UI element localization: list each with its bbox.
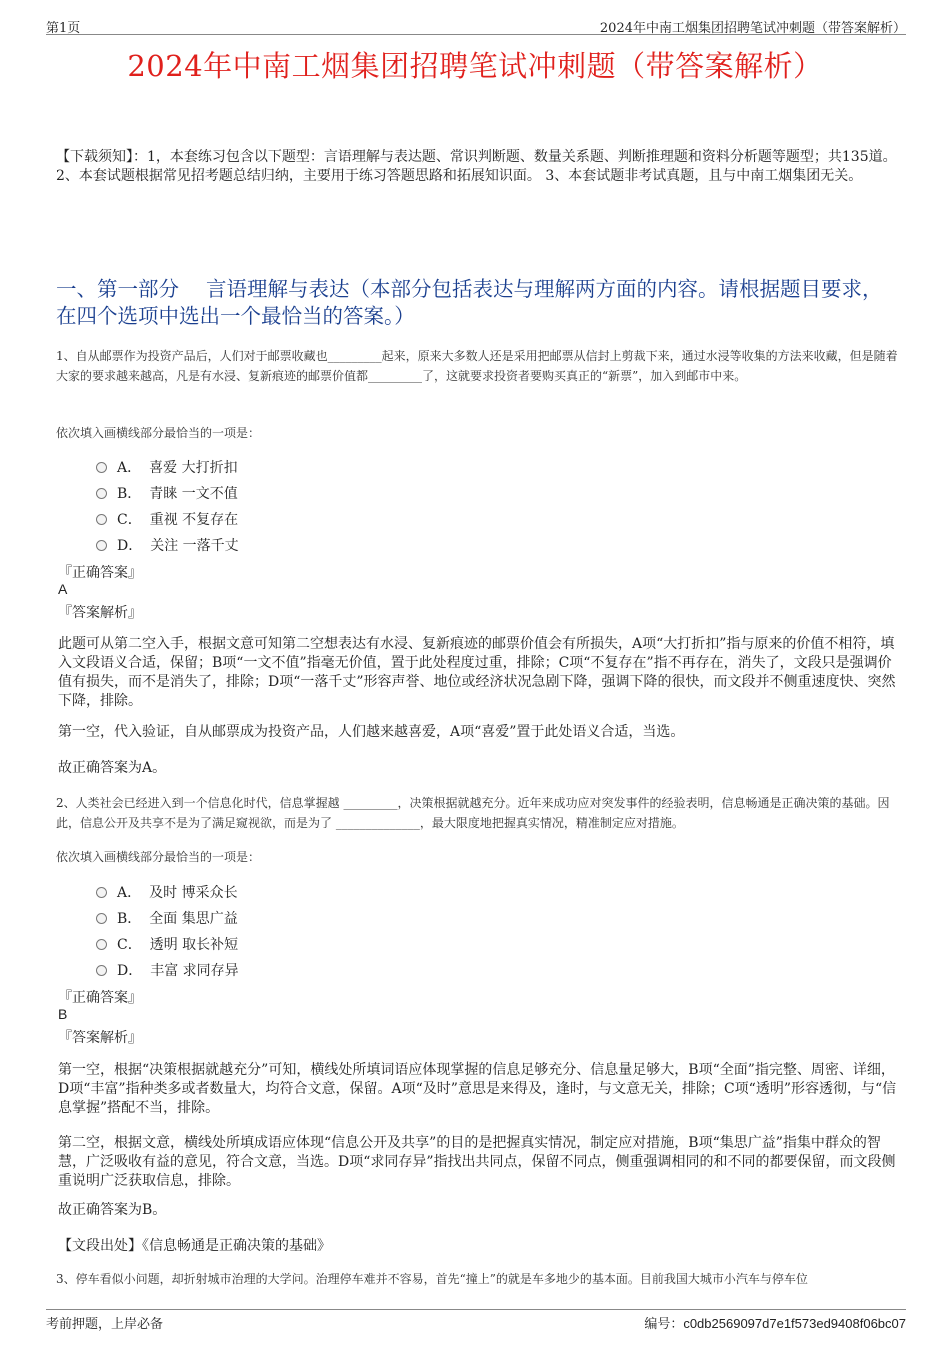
document-id: 编号：c0db2569097d7e1f573ed9408f06bc07 — [644, 1316, 906, 1332]
question-2-analysis-tag: 『答案解析』 — [58, 1030, 142, 1046]
radio-icon[interactable] — [96, 939, 107, 950]
question-2-answer: B — [58, 1006, 68, 1022]
question-1-analysis-tag: 『答案解析』 — [58, 605, 142, 621]
download-notice: 【下载须知】：1，本套练习包含以下题型：言语理解与表达题、常识判断题、数量关系题、判断推理题和资料分析题等题型；共135道。 2、本套试题根据常见招考题总结归纳，主要用于练习答题思路和拓展知识面。 3、本套试题非考试真题，且与中南工烟集团无关。 — [56, 149, 897, 184]
question-2-option-d[interactable]: D． 丰富 求同存异 — [96, 960, 239, 980]
radio-icon[interactable] — [96, 462, 107, 473]
section-heading: 一、第一部分 言语理解与表达（本部分包括表达与理解两方面的内容。请根据题目要求，在四个选项中选出一个最恰当的答案。） — [56, 277, 883, 328]
question-1-stem: 1、自从邮票作为投资产品后，人们对于邮票收藏也_________起来，原来大多数人还是采用把邮票从信封上剪裁下来，通过水浸等收集的方法来收藏，但是随着大家的要求越来越高，凡是有水浸、复新痕迹的邮票价值都_________了，这就要求投资者要购买真正的“新票”，加入到邮市中来。 — [56, 349, 898, 383]
question-2-instruction: 依次填入画横线部分最恰当的一项是： — [56, 850, 261, 864]
question-1-answer: A — [58, 581, 68, 597]
question-2-option-b[interactable]: B． 全面 集思广益 — [96, 908, 238, 928]
page-title: 2024年中南工烟集团招聘笔试冲刺题（带答案解析） — [127, 49, 823, 83]
radio-icon[interactable] — [96, 965, 107, 976]
radio-icon[interactable] — [96, 540, 107, 551]
question-1-instruction: 依次填入画横线部分最恰当的一项是： — [56, 426, 261, 440]
question-1-analysis-p2: 第一空，代入验证，自从邮票成为投资产品，人们越来越喜爱，A项“喜爱”置于此处语义合适，当选。 — [58, 724, 685, 740]
page-number: 第1页 — [46, 21, 81, 36]
question-2-answer-tag: 『正确答案』 — [58, 990, 142, 1006]
question-1-analysis-p3: 故正确答案为A。 — [58, 760, 167, 776]
header-divider — [46, 34, 906, 35]
question-2-source: 【文段出处】《信息畅通是正确决策的基础》 — [58, 1238, 331, 1254]
question-2-option-c[interactable]: C． 透明 取长补短 — [96, 934, 238, 954]
question-2-stem: 2、人类社会已经进入到一个信息化时代，信息掌握越 _________，决策根据就越充分。近年来成功应对突发事件的经验表明，信息畅通是正确决策的基础。因此，信息公开及共享不是为了满足窥视欲，而是为了 ______________，最大限度地把握真实情况，精准制定应对措施。 — [56, 796, 890, 830]
radio-icon[interactable] — [96, 488, 107, 499]
question-2-analysis-p1: 第一空，根据“决策根据就越充分”可知，横线处所填词语应体现掌握的信息足够充分、信息量足够大，B项“全面”指完整、周密、详细，D项“丰富”指种类多或者数量大，均符合文意，保留。A项“及时”意思是来得及，逢时，与文意无关，排除；C项“透明”形容透彻，与“信息掌握”搭配不当，排除。 — [58, 1062, 897, 1116]
footer-slogan: 考前押题，上岸必备 — [46, 1317, 164, 1332]
question-1-option-b[interactable]: B． 青睐 一文不值 — [96, 483, 238, 503]
running-header-title: 2024年中南工烟集团招聘笔试冲刺题（带答案解析） — [599, 21, 906, 36]
question-1-option-d[interactable]: D． 关注 一落千丈 — [96, 535, 239, 555]
radio-icon[interactable] — [96, 514, 107, 525]
question-1-answer-tag: 『正确答案』 — [58, 565, 142, 581]
question-2-analysis-p2: 第二空，根据文意，横线处所填成语应体现“信息公开及共享”的目的是把握真实情况，制定应对措施，B项“集思广益”指集中群众的智慧，广泛吸收有益的意见，符合文意，当选。D项“求同存异”指找出共同点，保留不同点，侧重强调相同的和不同的都要保留，而文段侧重说明广泛获取信息，排除。 — [58, 1135, 896, 1189]
question-1-option-c[interactable]: C． 重视 不复存在 — [96, 509, 238, 529]
question-1-analysis-p1: 此题可从第二空入手，根据文意可知第二空想表达有水浸、复新痕迹的邮票价值会有所损失，A项“大打折扣”指与原来的价值不相符，填入文段语义合适，保留；B项“一文不值”指毫无价值，置于此处程度过重，排除；C项“不复存在”指不再存在，消失了，文段只是强调价值有损失，而不是消失了，排除；D项“一落千丈”形容声誉、地位或经济状况急剧下降，强调下降的很快，而文段并不侧重速度快、突然下降，排除。 — [58, 636, 896, 709]
question-2-option-a[interactable]: A． 及时 博采众长 — [96, 882, 238, 902]
radio-icon[interactable] — [96, 913, 107, 924]
question-1-option-a[interactable]: A． 喜爱 大打折扣 — [96, 457, 238, 477]
footer-divider — [46, 1309, 906, 1310]
question-3-stem: 3、停车看似小问题，却折射城市治理的大学问。治理停车难并不容易，首先“撞上”的就是车多地少的基本面。目前我国大城市小汽车与停车位 — [56, 1272, 808, 1286]
radio-icon[interactable] — [96, 887, 107, 898]
question-2-analysis-p3: 故正确答案为B。 — [58, 1202, 167, 1218]
